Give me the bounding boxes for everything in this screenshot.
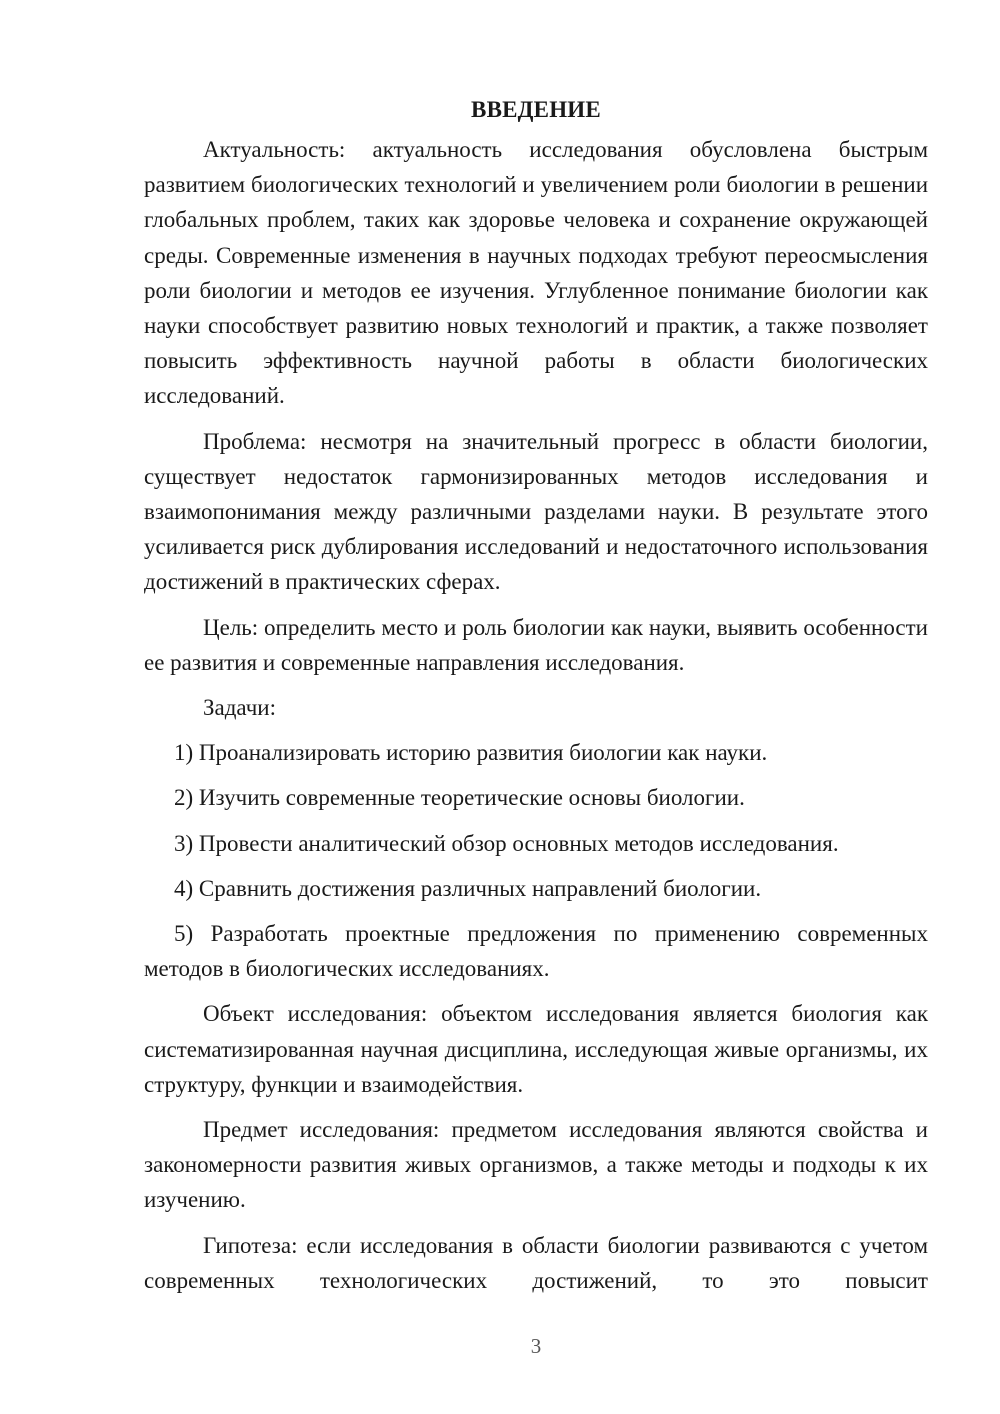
section-heading: ВВЕДЕНИЕ [471, 97, 601, 122]
task-item-3: 3) Провести аналитический обзор основных методов исследования. [174, 830, 839, 856]
task-item-5: 5) Разработать проектные предложения по применению современных методов в биологических исследованиях. [144, 921, 928, 982]
document-page [144, 92, 928, 1308]
task-item-1: 1) Проанализировать историю развития биологии как науки. [174, 740, 768, 766]
page-number: 3 [530, 1334, 542, 1358]
task-item-2: 2) Изучить современные теоретические основы биологии. [174, 785, 745, 811]
paragraph-relevance: Актуальность: актуальность исследования обусловлена быстрым развитием биологических технологий и увеличением роли биологии в решении глобальных проблем, таких как здоровье человека и сохранение окружающей среды. Современные изменения в научных подходах требуют переосмысления роли биологии и методов ее изучения. Углубленное понимание биологии как науки способствует развитию новых технологий и практик, а также позволяет повысить эффективность научной работы в области биологических исследований. [144, 137, 928, 409]
paragraph-subject: Предмет исследования: предметом исследования являются свойства и закономерности развития живых организмов, а также методы и подходы к их изучению. [144, 1117, 928, 1213]
paragraph-hypothesis: Гипотеза: если исследования в области биологии развиваются с учетом современных технологических достижений, то это повысит [144, 1232, 928, 1293]
tasks-label: Задачи: [203, 695, 276, 721]
paragraph-problem: Проблема: несмотря на значительный прогресс в области биологии, существует недостаток гармонизированных методов исследования и взаимопонимания между различными разделами науки. В результате этого усиливается риск дублирования исследований и недостаточного использования достижений в практических сферах. [144, 428, 928, 595]
paragraph-goal: Цель: определить место и роль биологии как науки, выявить особенности ее развития и современные направления исследования. [144, 614, 928, 675]
paragraph-object: Объект исследования: объектом исследования является биология как систематизированная научная дисциплина, исследующая живые организмы, их структуру, функции и взаимодействия. [144, 1001, 928, 1097]
task-item-4: 4) Сравнить достижения различных направлений биологии. [174, 875, 762, 901]
